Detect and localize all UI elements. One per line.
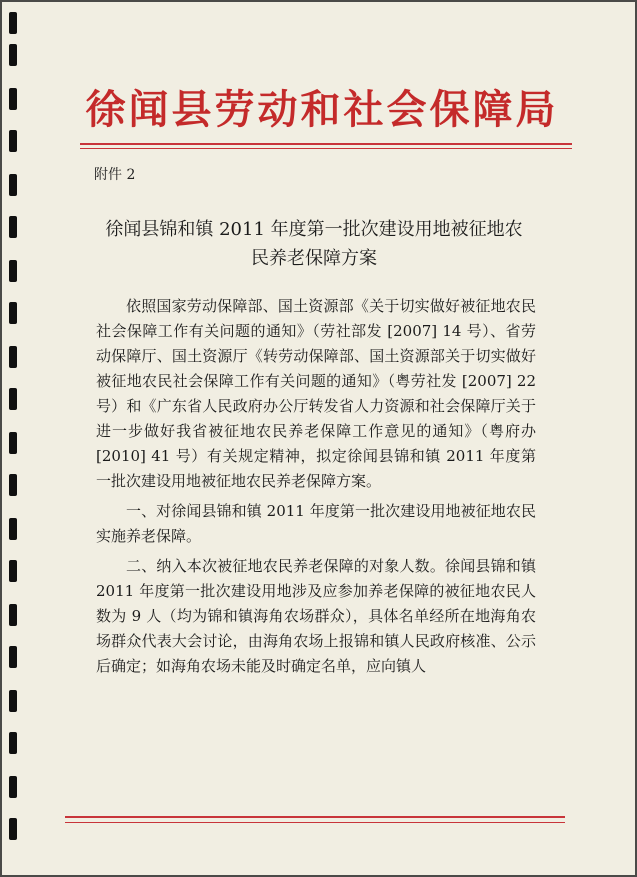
document-title	[94, 215, 534, 273]
binding-hole	[9, 12, 17, 34]
footer-rule-thin	[65, 822, 565, 823]
binding-hole	[9, 518, 17, 540]
attachment-label: 附件 2	[94, 167, 136, 183]
binding-hole	[9, 474, 17, 496]
body-paragraph: 一、对徐闻县锦和镇 2011 年度第一批次建设用地被征地农民实施养老保障。	[96, 502, 536, 545]
body-paragraph: 二、纳入本次被征地农民养老保障的对象人数。徐闻县锦和镇 2011 年度第一批次建设用地涉及应参加养老保障的被征地农民人数为 9 人（均为锦和镇海角农场群众），具体名单经所在地海角农场群众代表大会讨论，由海角农场上报锦和镇人民政府核准、公示后确定；如海角农场未能及时确定名单，应向镇人	[96, 557, 536, 675]
document-body	[96, 294, 536, 679]
document-title-line: 徐闻县锦和镇 2011 年度第一批次建设用地被征地农	[105, 219, 523, 240]
binding-hole	[9, 346, 17, 368]
binding-hole	[9, 130, 17, 152]
binding-hole	[9, 260, 17, 282]
body-paragraph: 依照国家劳动保障部、国土资源部《关于切实做好被征地农民社会保障工作有关问题的通知》（劳社部发 [2007] 14 号）、省劳动保障厅、国土资源厅《转劳动保障部、国土资源部关于切实做好被征地农民社会保障工作有关问题的通知》（粤劳社发 [2007] 22 号）和《广东省人民政府办公厅转发省人力资源和社会保障厅关于进一步做好我省被征地农民养老保障工作意见的通知》（粤府办 [2010] 41 号）有关规定精神，拟定徐闻县锦和镇 2011 年度第一批次建设用地被征地农民养老保障方案。	[96, 297, 536, 490]
binding-holes	[2, 2, 32, 875]
binding-hole	[9, 88, 17, 110]
binding-hole	[9, 560, 17, 582]
letterhead-rule-thin	[80, 148, 572, 149]
binding-hole	[9, 216, 17, 238]
binding-hole	[9, 776, 17, 798]
binding-hole	[9, 174, 17, 196]
letterhead-rule	[80, 143, 572, 145]
footer-rule	[65, 816, 565, 818]
binding-hole	[9, 604, 17, 626]
binding-hole	[9, 732, 17, 754]
binding-hole	[9, 690, 17, 712]
document-page	[2, 2, 635, 875]
binding-hole	[9, 818, 17, 840]
binding-hole	[9, 302, 17, 324]
binding-hole	[9, 388, 17, 410]
binding-hole	[9, 432, 17, 454]
binding-hole	[9, 44, 17, 66]
letterhead-title: 徐闻县劳动和社会保障局	[85, 86, 559, 133]
binding-hole	[9, 646, 17, 668]
document-title-line: 民养老保障方案	[251, 248, 377, 269]
